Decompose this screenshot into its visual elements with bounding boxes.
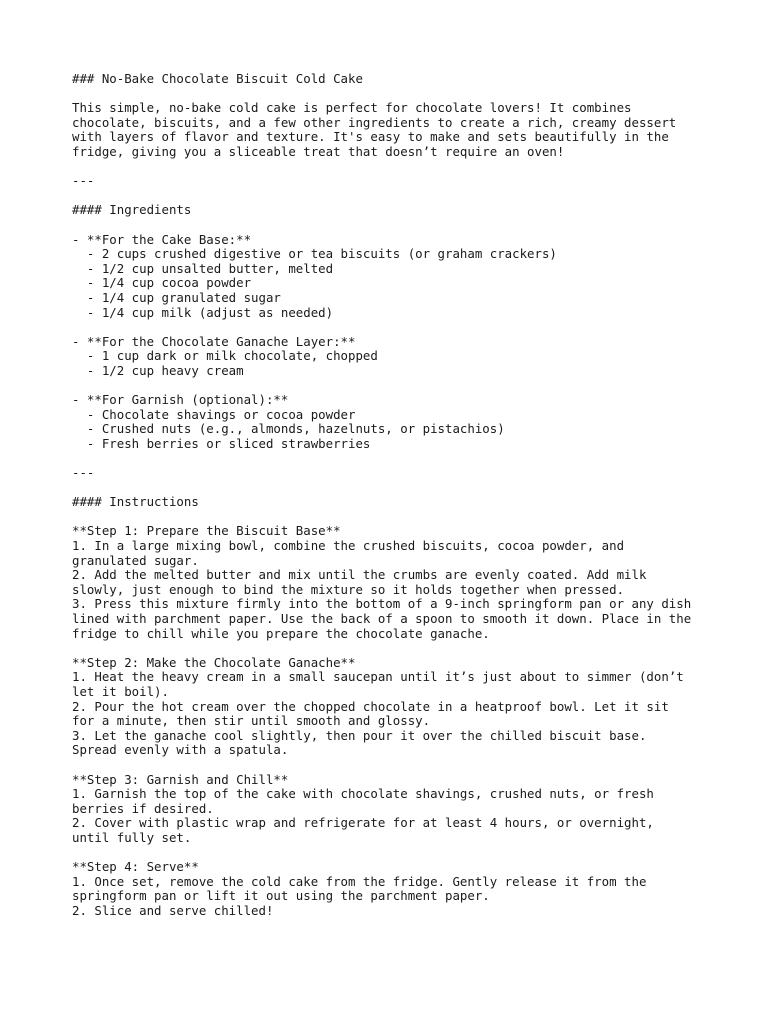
intro-line: with layers of flavor and texture. It's easy to make and sets beautifully in the: [72, 129, 669, 145]
step-line: 2. Pour the hot cream over the chopped chocolate in a heatproof bowl. Let it sit: [72, 698, 669, 714]
step-line: 1. Once set, remove the cold cake from the fridge. Gently release it from the: [72, 873, 647, 889]
step-line: berries if desired.: [72, 800, 214, 816]
step-2-header: **Step 2: Make the Chocolate Ganache**: [72, 654, 356, 670]
garnish-header: - **For Garnish (optional):**: [72, 392, 289, 408]
ingredient-item: - Chocolate shavings or cocoa powder: [72, 406, 356, 422]
blank-line: [72, 378, 732, 393]
blank-line: [72, 160, 732, 175]
step-line: Spread evenly with a spatula.: [72, 742, 289, 758]
ingredient-item: - 1 cup dark or milk chocolate, chopped: [72, 348, 378, 364]
blank-line: [72, 189, 732, 204]
step-line: 1. Heat the heavy cream in a small saucepan until it’s just about to simmer (don’t: [72, 669, 684, 685]
step-line: let it boil).: [72, 683, 169, 699]
blank-line: [72, 845, 732, 860]
intro-line: fridge, giving you a sliceable treat that doesn’t require an oven!: [72, 143, 565, 159]
step-line: springform pan or lift it out using the parchment paper.: [72, 888, 490, 904]
blank-line: [72, 218, 732, 233]
ingredient-item: - 2 cups crushed digestive or tea biscuits (or graham crackers): [72, 246, 557, 262]
horizontal-rule: ---: [72, 173, 95, 189]
step-line: until fully set.: [72, 829, 192, 845]
step-line: 3. Press this mixture firmly into the bottom of a 9-inch springform pan or any dish: [72, 596, 692, 612]
blank-line: [72, 451, 732, 466]
ingredient-item: - 1/2 cup unsalted butter, melted: [72, 260, 334, 276]
step-4-header: **Step 4: Serve**: [72, 859, 199, 875]
step-3-header: **Step 3: Garnish and Chill**: [72, 771, 289, 787]
blank-line: [72, 87, 732, 102]
blank-line: [72, 758, 732, 773]
step-line: 2. Slice and serve chilled!: [72, 902, 274, 918]
step-line: 2. Cover with plastic wrap and refrigerate for at least 4 hours, or overnight,: [72, 815, 654, 831]
step-line: 3. Let the ganache cool slightly, then pour it over the chilled biscuit base.: [72, 727, 647, 743]
ingredient-item: - 1/4 cup granulated sugar: [72, 289, 281, 305]
step-line: lined with parchment paper. Use the back of a spoon to smooth it down. Place in the: [72, 610, 692, 626]
blank-line: [72, 510, 732, 525]
ingredient-item: - 1/4 cup milk (adjust as needed): [72, 304, 334, 320]
ingredient-item: - 1/2 cup heavy cream: [72, 362, 244, 378]
horizontal-rule: ---: [72, 465, 95, 481]
ganache-header: - **For the Chocolate Ganache Layer:**: [72, 333, 356, 349]
document-title: ### No-Bake Chocolate Biscuit Cold Cake: [72, 71, 363, 86]
ingredient-item: - 1/4 cup cocoa powder: [72, 275, 252, 291]
blank-line: [72, 481, 732, 496]
ingredients-heading: #### Ingredients: [72, 202, 192, 218]
blank-line: [72, 641, 732, 656]
instructions-heading: #### Instructions: [72, 494, 199, 510]
intro-line: chocolate, biscuits, and a few other ingredients to create a rich, creamy dessert: [72, 114, 677, 130]
step-line: 2. Add the melted butter and mix until the crumbs are evenly coated. Add milk: [72, 567, 647, 583]
recipe-document: [72, 72, 732, 918]
step-1-header: **Step 1: Prepare the Biscuit Base**: [72, 523, 341, 539]
step-line: for a minute, then stir until smooth and glossy.: [72, 713, 431, 729]
intro-line: This simple, no-bake cold cake is perfect for chocolate lovers! It combines: [72, 100, 632, 116]
step-line: 1. Garnish the top of the cake with chocolate shavings, crushed nuts, or fresh: [72, 786, 654, 802]
ingredient-item: - Fresh berries or sliced strawberries: [72, 435, 371, 451]
step-line: fridge to chill while you prepare the chocolate ganache.: [72, 625, 490, 641]
ingredient-item: - Crushed nuts (e.g., almonds, hazelnuts, or pistachios): [72, 421, 505, 437]
step-line: granulated sugar.: [72, 552, 199, 568]
step-line: 1. In a large mixing bowl, combine the crushed biscuits, cocoa powder, and: [72, 538, 625, 553]
blank-line: [72, 320, 732, 335]
cake-base-header: - **For the Cake Base:**: [72, 231, 252, 247]
step-line: slowly, just enough to bind the mixture so it holds together when pressed.: [72, 581, 625, 597]
